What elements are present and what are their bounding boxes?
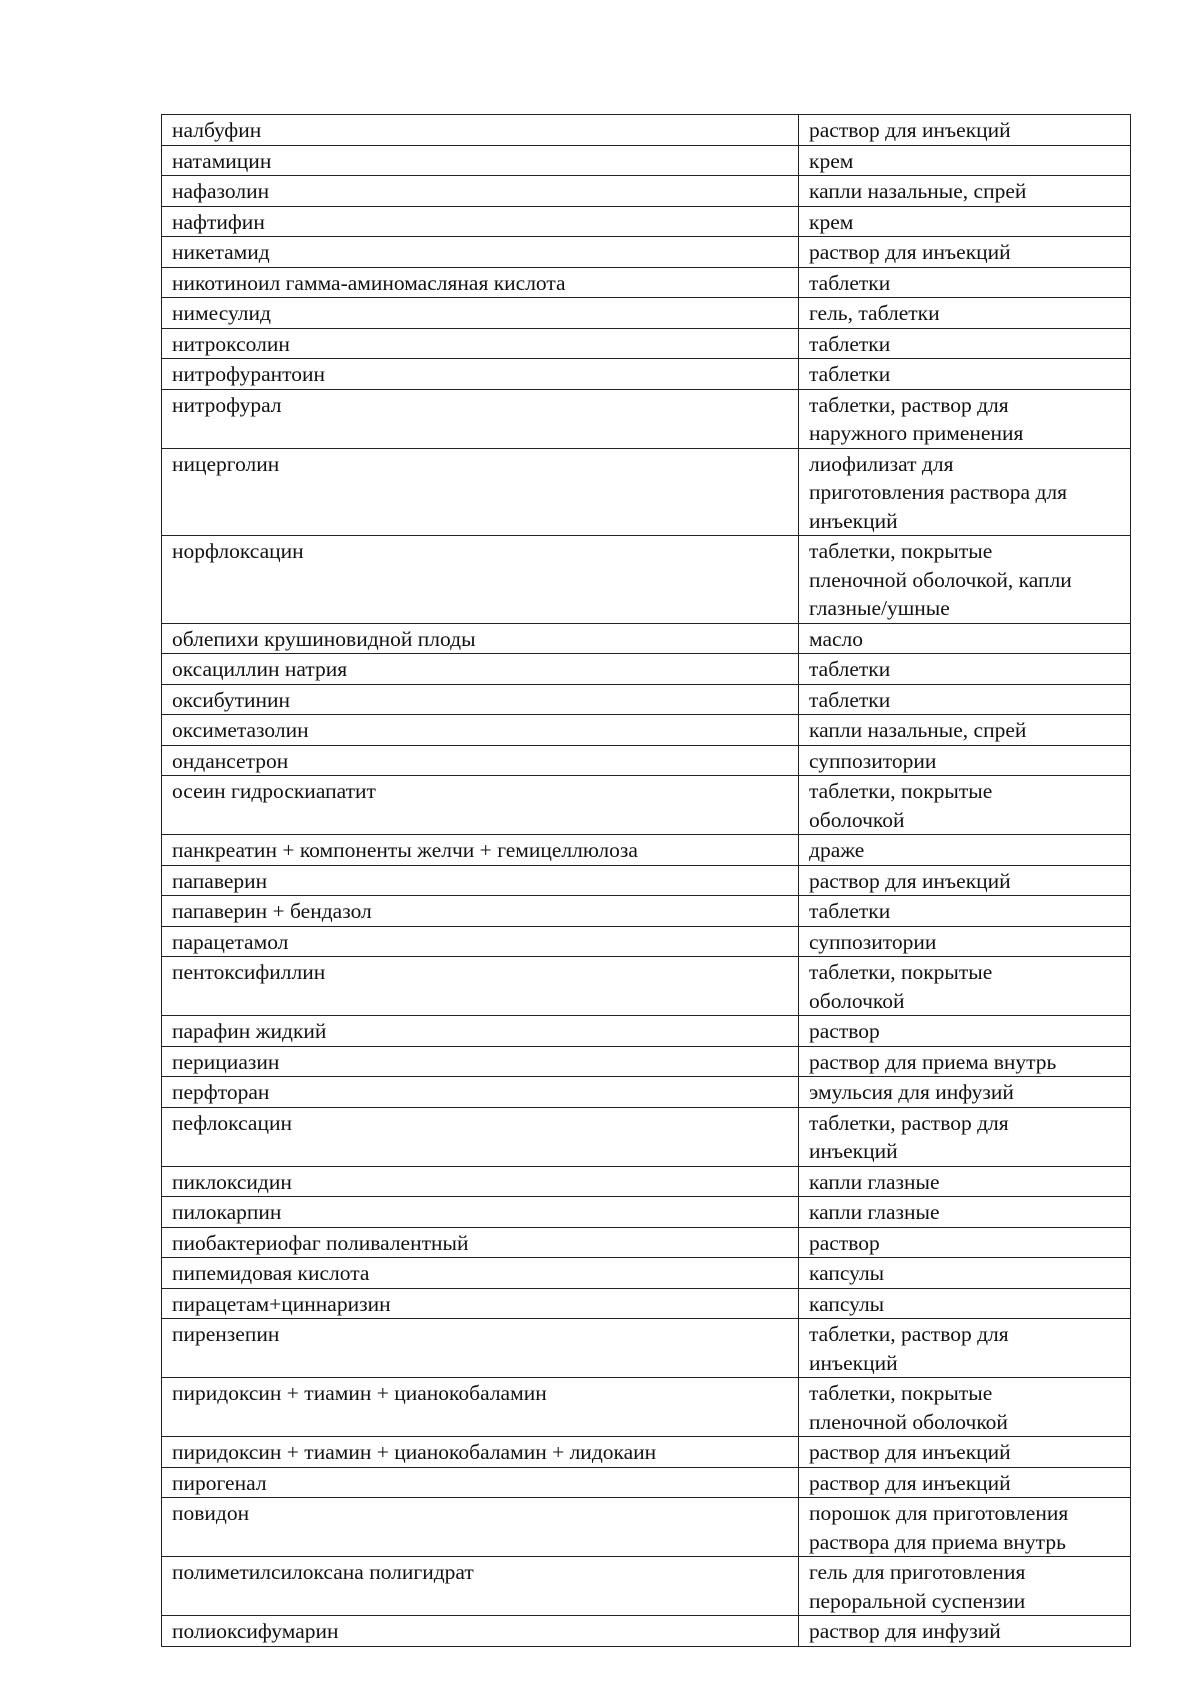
- dosage-form-cell: раствор для инъекций: [799, 1437, 1131, 1468]
- table-row: [162, 776, 1131, 835]
- dosage-form-cell: лиофилизат для приготовления раствора для инъекций: [799, 448, 1131, 536]
- drug-name-cell: повидон: [162, 1498, 799, 1557]
- dosage-form-cell: раствор для инфузий: [799, 1616, 1131, 1647]
- table-row: [162, 926, 1131, 957]
- dosage-form-cell: раствор для инъекций: [799, 115, 1131, 146]
- table-row: [162, 684, 1131, 715]
- dosage-form-cell: таблетки, покрытые оболочкой: [799, 957, 1131, 1016]
- drug-name-cell: ницерголин: [162, 448, 799, 536]
- drug-name-cell: пирензепин: [162, 1319, 799, 1378]
- dosage-form-cell: раствор для инъекций: [799, 1467, 1131, 1498]
- drug-name-cell: перфторан: [162, 1077, 799, 1108]
- table-row: [162, 1288, 1131, 1319]
- dosage-form-cell: капли глазные: [799, 1166, 1131, 1197]
- dosage-form-cell: таблетки, покрытые оболочкой: [799, 776, 1131, 835]
- drug-name-cell: пипемидовая кислота: [162, 1258, 799, 1289]
- table-row: [162, 145, 1131, 176]
- table-row: [162, 1467, 1131, 1498]
- drug-name-cell: оксациллин натрия: [162, 654, 799, 685]
- table-row: [162, 654, 1131, 685]
- table-row: [162, 115, 1131, 146]
- table-row: [162, 957, 1131, 1016]
- dosage-form-cell: суппозитории: [799, 926, 1131, 957]
- dosage-form-cell: гель, таблетки: [799, 298, 1131, 329]
- table-row: [162, 1227, 1131, 1258]
- table-row: [162, 328, 1131, 359]
- drug-name-cell: панкреатин + компоненты желчи + гемицеллюлоза: [162, 835, 799, 866]
- drug-table-body: [162, 115, 1131, 1647]
- dosage-form-cell: раствор: [799, 1227, 1131, 1258]
- drug-name-cell: перициазин: [162, 1046, 799, 1077]
- table-row: [162, 206, 1131, 237]
- dosage-form-cell: таблетки, покрытые пленочной оболочкой: [799, 1378, 1131, 1437]
- dosage-form-cell: раствор для инъекций: [799, 865, 1131, 896]
- drug-name-cell: пилокарпин: [162, 1197, 799, 1228]
- dosage-form-cell: гель для приготовления пероральной суспензии: [799, 1557, 1131, 1616]
- table-row: [162, 1498, 1131, 1557]
- table-row: [162, 237, 1131, 268]
- dosage-form-cell: таблетки: [799, 328, 1131, 359]
- drug-name-cell: осеин гидроскиапатит: [162, 776, 799, 835]
- table-row: [162, 359, 1131, 390]
- table-row: [162, 896, 1131, 927]
- drug-name-cell: парафин жидкий: [162, 1016, 799, 1047]
- drug-name-cell: папаверин + бендазол: [162, 896, 799, 927]
- table-row: [162, 1046, 1131, 1077]
- drug-name-cell: папаверин: [162, 865, 799, 896]
- drug-table: [161, 114, 1131, 1647]
- drug-name-cell: полиоксифумарин: [162, 1616, 799, 1647]
- dosage-form-cell: капли назальные, спрей: [799, 715, 1131, 746]
- table-row: [162, 1437, 1131, 1468]
- drug-name-cell: парацетамол: [162, 926, 799, 957]
- dosage-form-cell: таблетки: [799, 896, 1131, 927]
- table-row: [162, 1197, 1131, 1228]
- table-row: [162, 1319, 1131, 1378]
- table-row: [162, 1258, 1131, 1289]
- table-row: [162, 389, 1131, 448]
- table-row: [162, 715, 1131, 746]
- drug-name-cell: нимесулид: [162, 298, 799, 329]
- dosage-form-cell: масло: [799, 623, 1131, 654]
- dosage-form-cell: таблетки, раствор для инъекций: [799, 1319, 1131, 1378]
- drug-name-cell: никетамид: [162, 237, 799, 268]
- dosage-form-cell: капсулы: [799, 1258, 1131, 1289]
- dosage-form-cell: капсулы: [799, 1288, 1131, 1319]
- drug-name-cell: оксиметазолин: [162, 715, 799, 746]
- drug-name-cell: пирогенал: [162, 1467, 799, 1498]
- table-row: [162, 1378, 1131, 1437]
- dosage-form-cell: суппозитории: [799, 745, 1131, 776]
- table-row: [162, 1077, 1131, 1108]
- drug-name-cell: пиклоксидин: [162, 1166, 799, 1197]
- drug-name-cell: натамицин: [162, 145, 799, 176]
- drug-name-cell: пиридоксин + тиамин + цианокобаламин: [162, 1378, 799, 1437]
- drug-name-cell: никотиноил гамма-аминомасляная кислота: [162, 267, 799, 298]
- table-row: [162, 1016, 1131, 1047]
- dosage-form-cell: таблетки: [799, 684, 1131, 715]
- table-row: [162, 1616, 1131, 1647]
- table-row: [162, 835, 1131, 866]
- dosage-form-cell: раствор для приема внутрь: [799, 1046, 1131, 1077]
- dosage-form-cell: таблетки: [799, 359, 1131, 390]
- table-row: [162, 1166, 1131, 1197]
- drug-name-cell: ондансетрон: [162, 745, 799, 776]
- dosage-form-cell: эмульсия для инфузий: [799, 1077, 1131, 1108]
- drug-name-cell: полиметилсилоксана полигидрат: [162, 1557, 799, 1616]
- drug-name-cell: норфлоксацин: [162, 536, 799, 624]
- drug-name-cell: налбуфин: [162, 115, 799, 146]
- dosage-form-cell: драже: [799, 835, 1131, 866]
- dosage-form-cell: порошок для приготовления раствора для приема внутрь: [799, 1498, 1131, 1557]
- table-row: [162, 298, 1131, 329]
- drug-name-cell: пефлоксацин: [162, 1107, 799, 1166]
- table-row: [162, 623, 1131, 654]
- dosage-form-cell: таблетки, покрытые пленочной оболочкой, капли глазные/ушные: [799, 536, 1131, 624]
- drug-name-cell: нафазолин: [162, 176, 799, 207]
- table-row: [162, 448, 1131, 536]
- dosage-form-cell: капли глазные: [799, 1197, 1131, 1228]
- dosage-form-cell: таблетки: [799, 654, 1131, 685]
- dosage-form-cell: таблетки, раствор для инъекций: [799, 1107, 1131, 1166]
- table-row: [162, 1107, 1131, 1166]
- drug-name-cell: нафтифин: [162, 206, 799, 237]
- drug-name-cell: нитроксолин: [162, 328, 799, 359]
- dosage-form-cell: крем: [799, 206, 1131, 237]
- table-row: [162, 1557, 1131, 1616]
- drug-name-cell: пиридоксин + тиамин + цианокобаламин + лидокаин: [162, 1437, 799, 1468]
- drug-name-cell: оксибутинин: [162, 684, 799, 715]
- drug-name-cell: пирацетам+циннаризин: [162, 1288, 799, 1319]
- drug-name-cell: облепихи крушиновидной плоды: [162, 623, 799, 654]
- table-row: [162, 267, 1131, 298]
- dosage-form-cell: таблетки: [799, 267, 1131, 298]
- dosage-form-cell: раствор: [799, 1016, 1131, 1047]
- drug-name-cell: пиобактериофаг поливалентный: [162, 1227, 799, 1258]
- table-row: [162, 745, 1131, 776]
- drug-name-cell: нитрофурантоин: [162, 359, 799, 390]
- dosage-form-cell: капли назальные, спрей: [799, 176, 1131, 207]
- dosage-form-cell: крем: [799, 145, 1131, 176]
- table-row: [162, 176, 1131, 207]
- table-row: [162, 536, 1131, 624]
- drug-name-cell: нитрофурал: [162, 389, 799, 448]
- dosage-form-cell: таблетки, раствор для наружного применения: [799, 389, 1131, 448]
- drug-name-cell: пентоксифиллин: [162, 957, 799, 1016]
- dosage-form-cell: раствор для инъекций: [799, 237, 1131, 268]
- table-row: [162, 865, 1131, 896]
